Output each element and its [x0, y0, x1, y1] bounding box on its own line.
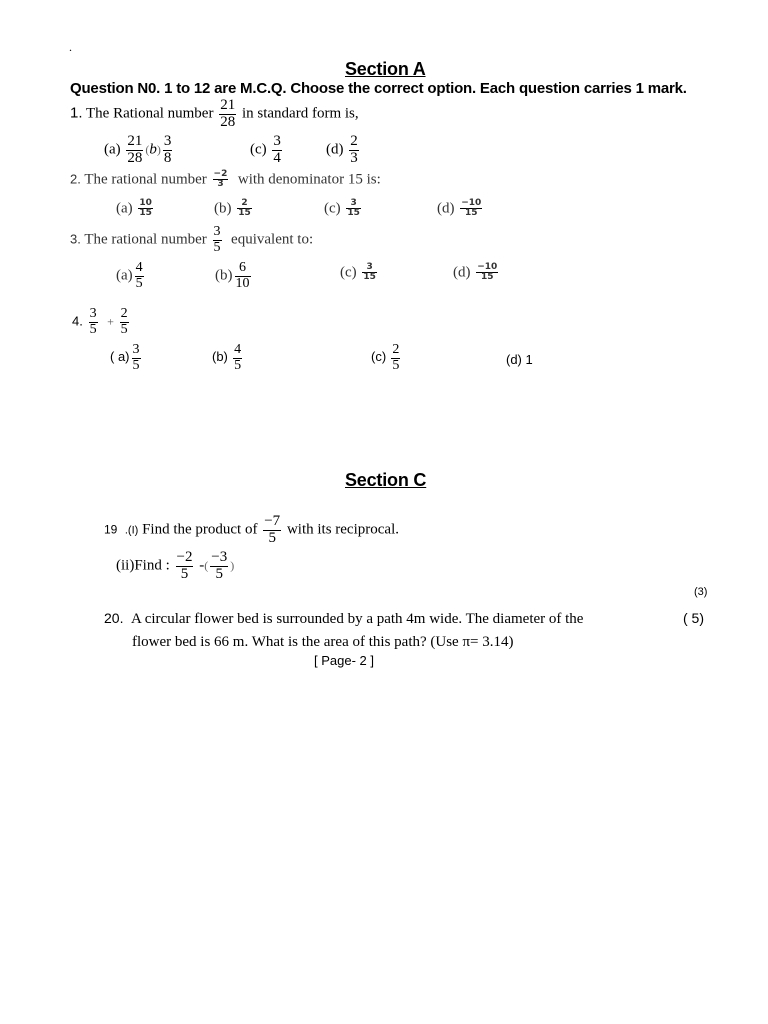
option-d[interactable]	[437, 199, 484, 219]
option-fraction	[237, 199, 252, 219]
question-text: A circular flower bed is surrounded by a path 4m wide. The diameter of the	[130, 611, 584, 627]
minus-operator: -	[199, 557, 205, 574]
option-c[interactable]	[324, 199, 363, 219]
option-fraction	[391, 343, 400, 373]
numerator: 21	[127, 133, 143, 149]
question-fraction	[176, 550, 194, 583]
option-fraction	[346, 199, 361, 219]
question-20	[104, 610, 583, 628]
option-b[interactable]	[215, 261, 253, 291]
numerator: 3	[273, 133, 281, 149]
option-fraction	[138, 199, 153, 219]
numerator: 21	[220, 97, 236, 113]
marks-label: (3)	[694, 586, 708, 598]
option-fraction	[132, 343, 141, 373]
denominator: 5	[392, 357, 400, 373]
option-label: ( a)	[110, 349, 130, 365]
question-4	[72, 307, 131, 337]
question-fraction	[263, 514, 281, 547]
numerator: 10	[139, 198, 152, 208]
denominator: 4	[273, 149, 281, 166]
question-text: The Rational number	[86, 105, 214, 122]
question-fraction	[213, 225, 222, 255]
denominator: 28	[220, 113, 236, 130]
question-number: 20.	[104, 610, 124, 626]
plus-operator: +	[107, 314, 114, 329]
option-fraction	[126, 134, 143, 167]
numerator: −7	[264, 513, 281, 529]
question-19-part-i	[104, 514, 399, 547]
option-fraction	[235, 261, 251, 291]
denominator: 5	[132, 357, 140, 373]
option-label: (d)	[437, 200, 455, 217]
option-a[interactable]	[116, 261, 146, 291]
option-label: (b)	[215, 267, 233, 284]
option-label: (c)	[371, 349, 387, 365]
option-fraction	[163, 134, 173, 167]
question-number: 1.	[70, 104, 83, 122]
denominator: 15	[363, 272, 376, 283]
question-fraction	[89, 307, 98, 337]
option-c[interactable]	[340, 263, 379, 283]
question-text: Find the product of	[142, 521, 258, 538]
question-2	[70, 170, 381, 190]
section-c-heading: Section C	[345, 470, 427, 490]
option-fraction	[460, 199, 482, 219]
question-fraction	[219, 98, 236, 131]
section-a-instruction: Question N0. 1 to 12 are M.C.Q. Choose the correct option. Each question carries 1 mark.	[70, 80, 687, 97]
part-label: (ii)Find :	[116, 557, 170, 574]
question-number: 19	[104, 522, 118, 537]
numerator: −2	[176, 549, 193, 565]
numerator: 2	[120, 306, 128, 321]
denominator: 5	[215, 565, 223, 582]
marks-label: ( 5)	[683, 610, 704, 626]
denominator: 15	[139, 208, 152, 219]
option-fraction	[362, 263, 377, 283]
question-19-part-ii: (ii)Find : $\frac{-2}{5}$ -( $\frac{-3}{5}$ )	[116, 549, 235, 582]
option-label: (b)	[214, 200, 232, 217]
option-label: (b)	[212, 349, 228, 365]
question-number: 4.	[72, 313, 83, 329]
option-fraction	[272, 134, 282, 167]
option-c[interactable]	[250, 134, 284, 167]
numerator: 3	[163, 133, 172, 149]
option-label: b	[149, 141, 157, 158]
question-text: The rational number	[84, 231, 207, 248]
option-d[interactable]	[453, 263, 500, 283]
denominator: 5	[213, 239, 221, 255]
option-c[interactable]	[371, 343, 402, 373]
numerator: −10	[461, 198, 482, 208]
denominator: 15	[465, 208, 478, 219]
numerator: 3	[213, 224, 221, 239]
question-text: with its reciprocal.	[286, 521, 399, 538]
part-label: .(I)	[124, 524, 139, 537]
numerator: 2	[350, 133, 358, 149]
denominator: 5	[89, 321, 97, 337]
denominator: 28	[127, 149, 143, 166]
denominator: 8	[163, 149, 172, 166]
numerator: 3	[362, 263, 377, 273]
option-fraction	[476, 263, 498, 283]
option-b[interactable]	[212, 343, 244, 373]
numerator: 4	[234, 342, 242, 357]
option-label: (a)	[116, 267, 133, 284]
option-label: (c)	[324, 200, 341, 217]
denominator: 3	[217, 179, 224, 190]
option-label: (c)	[340, 264, 357, 281]
option-d[interactable]	[326, 134, 361, 167]
denominator: 5	[135, 275, 143, 291]
denominator: 5	[120, 321, 128, 337]
option-fraction	[349, 134, 359, 167]
option-label: (d)	[453, 264, 471, 281]
option-fraction	[233, 343, 242, 373]
page-number: [ Page- 2 ]	[314, 653, 374, 668]
question-text: in standard form is,	[241, 105, 359, 122]
denominator: 15	[347, 208, 360, 219]
numerator: 2	[237, 199, 252, 209]
question-number: 3.	[70, 231, 81, 247]
denominator: 15	[238, 208, 251, 219]
question-1	[70, 98, 359, 131]
option-label: (a)	[104, 141, 121, 158]
question-fraction	[213, 170, 229, 190]
option-d[interactable]: (d) 1	[506, 352, 533, 367]
numerator: 3	[346, 199, 361, 209]
option-label: (a)	[116, 200, 133, 217]
option-b[interactable]	[214, 199, 254, 219]
denominator: 5	[180, 565, 189, 582]
question-text: equivalent to:	[231, 231, 314, 248]
option-fraction	[135, 261, 144, 291]
option-a[interactable]: (a) $\frac{21}{28}$ (b) $\frac{3}{8}$	[104, 133, 172, 166]
denominator: 10	[235, 275, 250, 291]
question-number: 2.	[70, 171, 81, 187]
numerator: −10	[477, 262, 498, 272]
numerator: −2	[213, 169, 228, 179]
option-label: (d)	[326, 141, 344, 158]
denominator: 5	[268, 529, 276, 546]
numerator: 6	[235, 261, 251, 277]
question-text: with denominator 15 is:	[237, 171, 381, 188]
denominator: 15	[481, 272, 494, 283]
option-a[interactable]	[110, 343, 143, 373]
denominator: 5	[234, 357, 242, 373]
option-label: (c)	[250, 141, 267, 158]
question-text: The rational number	[84, 171, 207, 188]
question-fraction	[120, 307, 129, 337]
numerator: 2	[392, 342, 400, 357]
top-mark: .	[69, 40, 72, 54]
numerator: −3	[211, 549, 228, 565]
numerator: 3	[89, 306, 97, 321]
section-a-heading: Section A	[345, 59, 426, 79]
denominator: 3	[350, 149, 358, 166]
question-3	[70, 225, 313, 255]
numerator: 4	[135, 260, 143, 275]
option-a[interactable]	[116, 199, 155, 219]
question-fraction	[210, 550, 228, 583]
numerator: 3	[132, 342, 140, 357]
question-20-line-2: flower bed is 66 m. What is the area of this path? (Use π= 3.14)	[132, 634, 514, 650]
